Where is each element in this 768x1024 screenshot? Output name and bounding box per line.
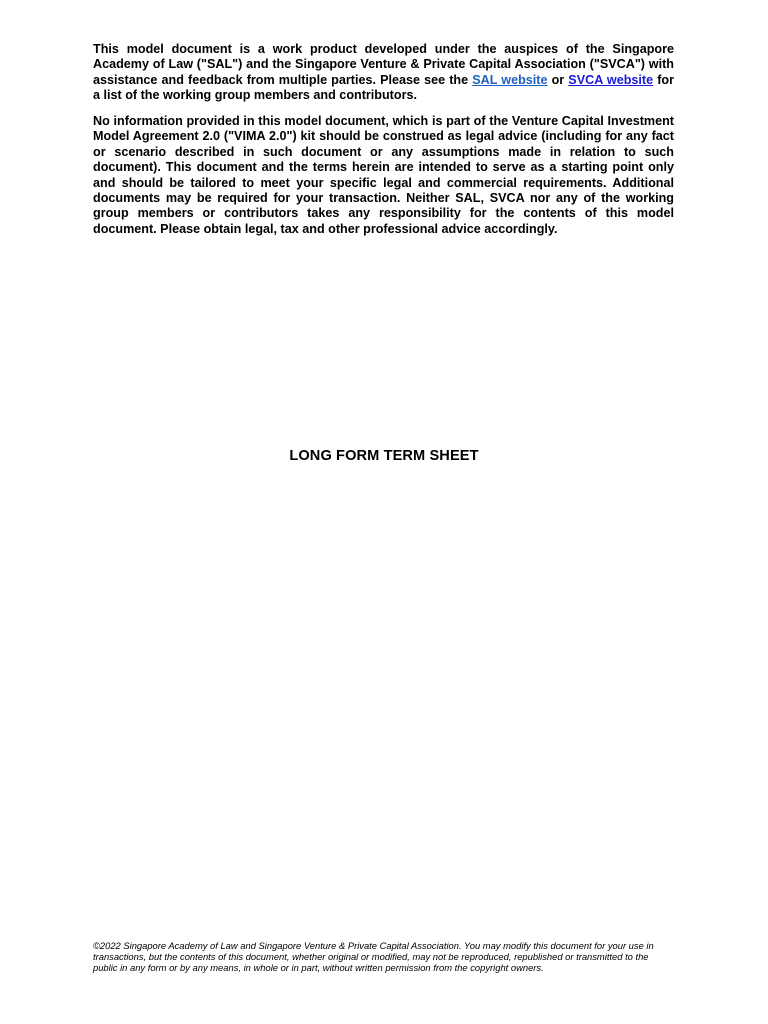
- svca-website-link[interactable]: SVCA website: [568, 72, 654, 87]
- document-title: LONG FORM TERM SHEET: [289, 448, 479, 464]
- copyright-footer: ©2022 Singapore Academy of Law and Singapore Venture & Private Capital Association. You may modify this document for your use in transactions, but the contents of this document, whether original or modified, may not be reproduced, republished or transmitted to the public in any form or by any means, in whole or in part, without written permission from the copyright owners.: [93, 940, 654, 974]
- disclaimer-paragraph-no-legal-advice: No information provided in this model document, which is part of the Venture Capital Investment Model Agreement 2.0 ("VIMA 2.0") kit should be construed as legal advice (including for any fact or scenario described in such document or any assumptions made in relation to such document). This document and the terms herein are intended to serve as a starting point only and should be tailored to meet your specific legal and commercial requirements. Additional documents may be required for your transaction. Neither SAL, SVCA nor any of the working group members or contributors takes any responsibility for the contents of this model document. Please obtain legal, tax and other professional advice accordingly.: [93, 114, 674, 236]
- disclaimer-intro-text: This model document is a work product developed under the auspices of the Singapore Academy of Law ("SAL") and the Singapore Venture & Private Capital Association ("SVCA") with assistance and feedback from multiple parties. Please see the: [93, 42, 674, 87]
- disclaimer-or-text: or: [551, 72, 565, 87]
- disclaimer-outro-text: for a list of the working group members and contributors.: [93, 72, 675, 103]
- sal-website-link[interactable]: SAL website: [472, 72, 548, 87]
- disclaimer-paragraph-authorship: [93, 42, 674, 104]
